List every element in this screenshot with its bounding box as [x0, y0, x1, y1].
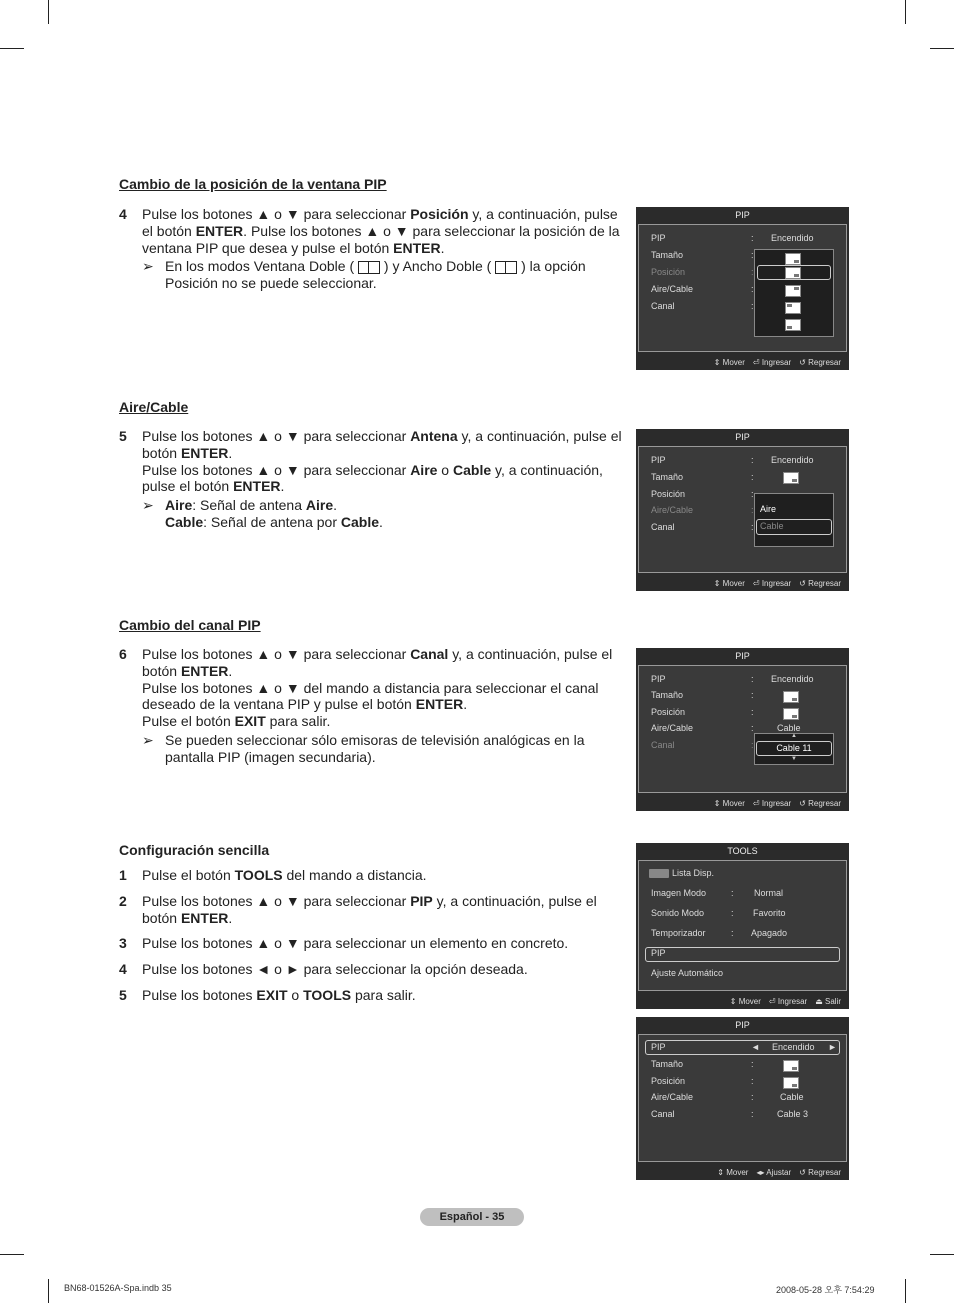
bold-text: ENTER — [180, 909, 229, 926]
row-colon: : — [751, 723, 754, 733]
down-arrow-icon[interactable]: ▼ — [791, 756, 797, 762]
bold-text: ENTER — [415, 696, 464, 713]
row-label: Canal — [651, 740, 675, 750]
crop-mark — [0, 1254, 24, 1255]
text: Pulse los botones ▲ o ▼ del mando a distancia para seleccionar el canal deseado de la ventana PIP y pulse el botón — [142, 679, 599, 713]
wide-double-icon — [495, 261, 517, 274]
note — [142, 732, 625, 766]
screen-menu — [638, 446, 847, 573]
text: Pulse los botones ▲ o ▼ para seleccionar — [142, 646, 411, 662]
text: o — [437, 461, 453, 478]
channel-value[interactable]: Cable 11 — [776, 743, 812, 753]
print-file-name: BN68-01526A-Spa.indb 35 — [64, 1283, 172, 1293]
menu-row-antenna[interactable] — [651, 1092, 846, 1104]
position-top-right-icon[interactable] — [785, 285, 801, 297]
crop-mark — [905, 0, 906, 24]
row-value: Encendido — [771, 233, 814, 243]
text: . — [379, 513, 383, 530]
move-hint: ⇕ Mover — [713, 799, 745, 808]
screen-pip-position — [636, 207, 849, 370]
text: . — [280, 478, 285, 495]
text: En los modos Ventana Doble ( — [165, 258, 355, 275]
text: y, a continuación, pulse el botón — [142, 428, 622, 461]
row-label: Posición — [651, 707, 686, 717]
crop-mark — [48, 0, 49, 24]
menu-row-position — [651, 707, 846, 719]
row-label: Lista Disp. — [672, 868, 715, 878]
text: . — [228, 662, 233, 679]
row-value: Cable — [777, 723, 801, 733]
text: Pulse los botones ▲ o ▼ para seleccionar un elemento en concreto. — [142, 935, 569, 951]
menu-row-size — [651, 472, 846, 484]
row-colon: : — [751, 1109, 754, 1119]
size-thumbnail-icon — [783, 691, 799, 703]
easy-step-3 — [119, 935, 625, 952]
menu-row-device-list[interactable] — [672, 868, 867, 880]
row-colon: : — [751, 250, 754, 260]
row-label: Aire/Cable — [651, 505, 694, 515]
row-colon: : — [751, 1076, 754, 1086]
position-thumbnail-icon — [783, 708, 799, 720]
easy-step-1 — [119, 867, 625, 884]
text: y, a continuación, pulse el botón — [142, 461, 603, 495]
text: Pulse los botones — [142, 987, 257, 1003]
enter-hint: ⏎ Ingresar — [768, 997, 808, 1006]
option-aire[interactable]: Aire — [760, 504, 777, 514]
menu-row-pip — [651, 455, 846, 467]
crop-mark — [905, 1279, 906, 1303]
text: Se pueden seleccionar sólo emisoras de televisión analógicas en la pantalla PIP (imagen secundaria). — [165, 731, 585, 765]
row-colon: : — [751, 740, 754, 750]
row-value: Apagado — [751, 928, 788, 938]
step-number: 2 — [119, 893, 127, 909]
easy-step-2 — [119, 893, 625, 927]
step-6-channel — [119, 646, 625, 766]
section-title-position: Cambio de la posición de la ventana PIP — [119, 176, 387, 192]
row-label: Aire/Cable — [651, 723, 694, 733]
text: Pulse el botón — [142, 713, 235, 730]
text: . — [333, 497, 338, 514]
bold-text: TOOLS — [303, 987, 352, 1003]
row-label: Tamaño — [651, 250, 684, 260]
bold-text: ENTER — [180, 444, 229, 461]
row-label: Canal — [651, 1109, 675, 1119]
line — [142, 462, 625, 496]
row-value: Cable 3 — [777, 1109, 809, 1119]
anynet-logo-icon — [649, 869, 669, 878]
row-label: PIP — [651, 455, 666, 465]
screen-menu — [638, 860, 847, 991]
screen-header: PIP — [735, 432, 750, 442]
bold-text: Cable — [453, 461, 492, 478]
text: Pulse los botones ▲ o ▼ para seleccionar — [142, 461, 411, 478]
section-title-easy-setup: Configuración sencilla — [119, 842, 270, 858]
text: . — [440, 239, 445, 256]
text: Pulse el botón — [142, 867, 235, 883]
bold-text: ENTER — [180, 662, 229, 679]
double-window-icon — [358, 261, 380, 274]
row-colon: : — [751, 284, 754, 294]
row-label: Canal — [651, 522, 675, 532]
row-label: Posición — [651, 1076, 686, 1086]
text: del mando a distancia. — [282, 867, 427, 883]
position-thumbnail-icon — [783, 1077, 799, 1089]
crop-mark — [930, 48, 954, 49]
back-hint: ↺ Regresar — [799, 579, 841, 588]
print-timestamp: 2008-05-28 오후 7:54:29 — [776, 1285, 875, 1295]
menu-row-position[interactable] — [651, 1076, 846, 1088]
bold-text: Canal — [410, 646, 449, 662]
step-number: 6 — [119, 646, 127, 662]
row-label: Sonido Modo — [651, 908, 705, 918]
option-cable[interactable]: Cable — [760, 521, 784, 531]
bold-text: Aire — [305, 497, 334, 514]
text: Pulse los botones ▲ o ▼ para seleccionar — [142, 206, 411, 222]
row-value: Encendido — [771, 674, 814, 684]
page-number-badge: Español - 35 — [420, 1208, 524, 1226]
row-colon: : — [751, 301, 754, 311]
right-arrow-icon[interactable]: ► — [828, 1042, 837, 1052]
step-number: 5 — [119, 428, 127, 444]
line — [142, 713, 625, 730]
note — [142, 258, 625, 292]
move-hint: ⇕ Mover — [713, 358, 745, 367]
row-colon: : — [751, 505, 754, 515]
easy-step-4 — [119, 961, 625, 978]
row-value: Cable — [780, 1092, 804, 1102]
row-label: PIP — [651, 674, 666, 684]
row-colon: : — [751, 489, 754, 499]
row-label: PIP — [651, 1042, 666, 1052]
text: Pulse los botones ▲ o ▼ para seleccionar — [142, 428, 411, 444]
up-arrow-icon[interactable]: ▲ — [791, 733, 797, 739]
crop-mark — [0, 48, 24, 49]
menu-row-sound-mode[interactable] — [651, 908, 846, 920]
row-label: Temporizador — [651, 928, 706, 938]
menu-row-picture-mode[interactable] — [651, 888, 846, 900]
enter-hint: ⏎ Ingresar — [752, 799, 792, 808]
row-colon: : — [751, 267, 754, 277]
row-label: Aire/Cable — [651, 1092, 694, 1102]
text: : Señal de antena — [192, 497, 306, 514]
row-colon: : — [751, 707, 754, 717]
row-label: PIP — [651, 948, 666, 958]
step-number: 3 — [119, 935, 127, 951]
left-arrow-icon[interactable]: ◄ — [751, 1042, 760, 1052]
position-bottom-right-icon[interactable] — [785, 253, 801, 265]
bold-text: Aire — [165, 497, 193, 514]
text: : Señal de antena por — [203, 513, 341, 530]
screen-pip-antenna — [636, 429, 849, 591]
back-hint: ↺ Regresar — [799, 1168, 841, 1177]
note-line — [165, 497, 625, 514]
screen-footer — [706, 799, 841, 808]
bold-text: ENTER — [233, 478, 281, 495]
row-label: Tamaño — [651, 690, 684, 700]
row-colon: : — [751, 522, 754, 532]
text: y, a continuación, pulse el botón — [142, 206, 618, 239]
menu-row-auto-adjust[interactable] — [651, 968, 846, 980]
row-label: Tamaño — [651, 1059, 684, 1069]
screen-footer — [722, 997, 841, 1006]
bold-text: Aire — [410, 461, 438, 478]
move-hint: ⇕ Mover — [717, 1168, 749, 1177]
text: . — [228, 909, 233, 926]
note-arrow-icon: ➢ — [142, 258, 154, 275]
text: para salir. — [351, 987, 416, 1003]
bold-text: Antena — [410, 428, 458, 444]
line — [142, 428, 625, 462]
row-colon: : — [731, 928, 734, 938]
crop-mark — [48, 1279, 49, 1303]
text: . Pulse los botones ▲ o ▼ para seleccionar la posición de la ventana PIP que desea y pulse el botón — [142, 222, 620, 256]
screen-menu — [638, 224, 847, 352]
step-number: 5 — [119, 987, 127, 1003]
screen-header: TOOLS — [727, 846, 758, 856]
text: ) y Ancho Doble ( — [383, 258, 492, 275]
menu-row-pip[interactable] — [651, 1042, 846, 1054]
line — [142, 646, 625, 680]
enter-hint: ⏎ Ingresar — [752, 358, 792, 367]
position-bottom-left-icon[interactable] — [785, 319, 801, 331]
step-4-position — [119, 206, 625, 292]
row-label: Canal — [651, 301, 675, 311]
text: Pulse los botones ▲ o ▼ para seleccionar — [142, 893, 411, 909]
text: . — [463, 696, 468, 713]
row-colon: : — [731, 888, 734, 898]
row-label: Aire/Cable — [651, 284, 694, 294]
screen-pip-setting — [636, 1017, 849, 1180]
bold-text: ENTER — [393, 239, 441, 256]
bold-text: PIP — [410, 893, 433, 909]
row-colon: : — [751, 233, 754, 243]
bold-text: Cable — [340, 513, 380, 530]
menu-row-sleep-timer[interactable] — [651, 928, 846, 940]
row-colon: : — [751, 1059, 754, 1069]
move-hint: ⇕ Mover — [729, 997, 761, 1006]
size-thumbnail-icon — [783, 1060, 799, 1072]
step-number: 1 — [119, 867, 127, 883]
text: y, a continuación, pulse el botón — [142, 893, 597, 926]
row-colon: : — [731, 908, 734, 918]
menu-row-size[interactable] — [651, 1059, 846, 1071]
menu-row-size — [651, 690, 846, 702]
text: para salir. — [265, 713, 331, 730]
screen-header: PIP — [735, 651, 750, 661]
row-colon: : — [751, 1092, 754, 1102]
position-top-left-icon[interactable] — [785, 302, 801, 314]
row-colon: : — [751, 455, 754, 465]
row-label: Posición — [651, 489, 686, 499]
row-colon: : — [751, 472, 754, 482]
row-value: Encendido — [771, 455, 814, 465]
row-label: Posición — [651, 267, 686, 277]
text: . — [228, 444, 233, 461]
channel-popup — [754, 733, 834, 765]
text: ) la opción Posición no se puede seleccionar. — [165, 258, 586, 292]
bold-text: ENTER — [195, 222, 244, 239]
row-value: Favorito — [753, 908, 786, 918]
row-label: Tamaño — [651, 472, 684, 482]
screen-menu — [638, 1034, 847, 1162]
menu-row-channel[interactable] — [651, 1109, 846, 1121]
step-5-antenna — [119, 428, 625, 531]
move-hint: ⇕ Mover — [713, 579, 745, 588]
screen-tools — [636, 843, 849, 1009]
note — [142, 497, 625, 531]
crop-mark — [930, 1254, 954, 1255]
position-bottom-right-icon[interactable] — [785, 267, 801, 279]
note-line — [165, 514, 625, 531]
step-number: 4 — [119, 206, 127, 222]
back-hint: ↺ Regresar — [799, 358, 841, 367]
exit-hint: ⏏ Salir — [815, 997, 841, 1006]
row-value: Normal — [754, 888, 784, 898]
text: Pulse los botones ◄ o ► para seleccionar la opción deseada. — [142, 961, 528, 977]
easy-step-5 — [119, 987, 625, 1004]
text: y, a continuación, pulse el botón — [142, 646, 613, 679]
screen-header: PIP — [735, 210, 750, 220]
text: o — [287, 987, 304, 1003]
back-hint: ↺ Regresar — [799, 799, 841, 808]
menu-row-pip — [651, 233, 846, 245]
note-arrow-icon: ➢ — [142, 731, 154, 748]
row-label: PIP — [651, 233, 666, 243]
section-title-antenna: Aire/Cable — [119, 399, 189, 415]
screen-menu — [638, 665, 847, 793]
screen-pip-channel — [636, 648, 849, 811]
bold-text: EXIT — [234, 713, 266, 730]
bold-text: Cable — [165, 513, 204, 530]
section-title-channel: Cambio del canal PIP — [119, 617, 261, 633]
bold-text: TOOLS — [234, 867, 283, 883]
screen-footer — [709, 1168, 841, 1177]
enter-hint: ⏎ Ingresar — [752, 579, 792, 588]
screen-footer — [706, 358, 841, 367]
bold-text: Posición — [410, 206, 469, 222]
row-colon: : — [751, 674, 754, 684]
menu-row-pip — [651, 674, 846, 686]
menu-row-pip[interactable] — [651, 948, 846, 960]
screen-footer — [706, 579, 841, 588]
position-popup — [754, 249, 834, 337]
line — [142, 680, 625, 714]
row-colon: : — [751, 690, 754, 700]
row-label: Imagen Modo — [651, 888, 707, 898]
row-label: Ajuste Automático — [651, 968, 724, 978]
screen-header: PIP — [735, 1020, 750, 1030]
row-value: Encendido — [772, 1042, 815, 1052]
size-thumbnail-icon — [783, 472, 799, 484]
antenna-popup — [754, 493, 834, 547]
note-arrow-icon: ➢ — [142, 497, 154, 514]
step-number: 4 — [119, 961, 127, 977]
adjust-hint: ◂▸ Ajustar — [756, 1168, 792, 1177]
bold-text: EXIT — [256, 987, 288, 1003]
